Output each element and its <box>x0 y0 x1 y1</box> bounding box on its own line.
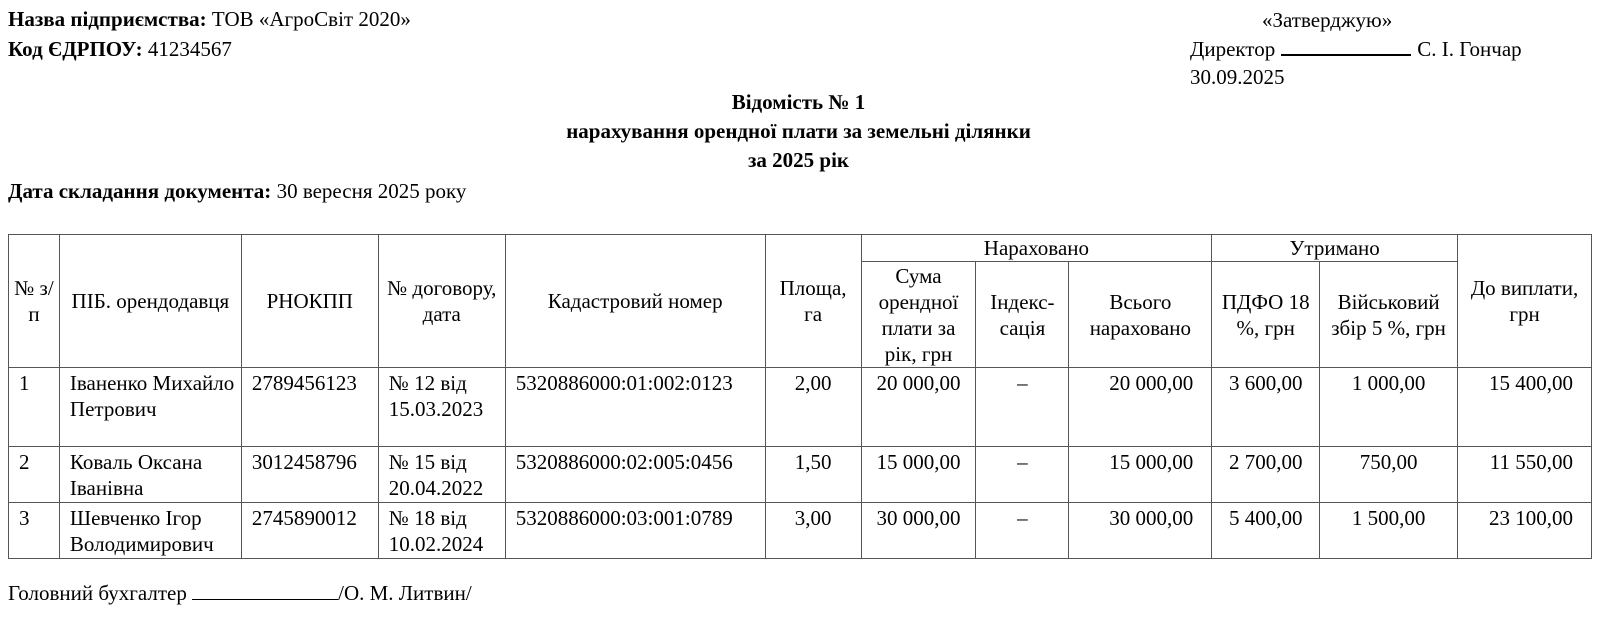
header-rnokpp: РНОКПП <box>241 235 378 368</box>
cell-area: 3,00 <box>765 503 861 559</box>
table-row <box>9 368 1592 447</box>
accountant-label: Головний бухгалтер <box>8 581 187 605</box>
cell-indexation: – <box>976 447 1069 503</box>
header-withheld-group: Утримано <box>1212 235 1458 262</box>
accountant-signature <box>8 578 472 608</box>
director-line <box>1190 34 1522 63</box>
cell-total-accrued: 20 000,00 <box>1069 368 1212 447</box>
cell-rent-sum: 15 000,00 <box>861 447 976 503</box>
cell-cadastral: 5320886000:02:005:0456 <box>505 447 765 503</box>
cell-contract: № 15 від 20.04.2022 <box>378 447 505 503</box>
cell-num: 1 <box>9 368 60 447</box>
header-military: Військовий збір 5 %, грн <box>1320 262 1458 368</box>
doc-date-label: Дата складання документа: <box>8 179 272 203</box>
cell-military: 1 000,00 <box>1320 368 1458 447</box>
cell-indexation: – <box>976 503 1069 559</box>
cell-area: 2,00 <box>765 368 861 447</box>
header-contract: № договору, дата <box>378 235 505 368</box>
table-row <box>9 503 1592 559</box>
table-row <box>9 447 1592 503</box>
cell-to-pay: 11 550,00 <box>1458 447 1592 503</box>
cell-pdfo: 5 400,00 <box>1212 503 1320 559</box>
title-line-3: за 2025 рік <box>747 148 850 172</box>
cell-rnokpp: 2789456123 <box>241 368 378 447</box>
approval-block <box>1190 6 1522 91</box>
cell-contract: № 18 від 10.02.2024 <box>378 503 505 559</box>
cell-rnokpp: 2745890012 <box>241 503 378 559</box>
cell-total-accrued: 15 000,00 <box>1069 447 1212 503</box>
cell-military: 1 500,00 <box>1320 503 1458 559</box>
header-accrued-group: Нараховано <box>861 235 1212 262</box>
cell-indexation: – <box>976 368 1069 447</box>
cell-pdfo: 2 700,00 <box>1212 447 1320 503</box>
cell-pdfo: 3 600,00 <box>1212 368 1320 447</box>
document-date <box>8 176 466 206</box>
director-label: Директор <box>1190 37 1276 61</box>
code-label: Код ЄДРПОУ: <box>8 37 143 61</box>
header-rent-sum: Сума орендної плати за рік, грн <box>861 262 976 368</box>
accountant-name: /О. М. Литвин/ <box>338 581 472 605</box>
cell-num: 2 <box>9 447 60 503</box>
code-value: 41234567 <box>147 37 232 61</box>
cell-num: 3 <box>9 503 60 559</box>
cell-rent-sum: 30 000,00 <box>861 503 976 559</box>
title-line-2: нарахування орендної плати за земельні ділянки <box>566 119 1031 143</box>
cell-name: Іваненко Михайло Петрович <box>59 368 241 447</box>
cell-rent-sum: 20 000,00 <box>861 368 976 447</box>
company-label: Назва підприємства: <box>8 7 207 31</box>
company-info <box>8 4 411 64</box>
header-pdfo: ПДФО 18 %, грн <box>1212 262 1320 368</box>
accountant-signature-line <box>192 579 338 600</box>
company-value: ТОВ «АгроСвіт 2020» <box>211 7 411 31</box>
cell-area: 1,50 <box>765 447 861 503</box>
director-name: С. І. Гончар <box>1417 37 1522 61</box>
approval-stamp: «Затверджую» <box>1262 8 1393 32</box>
cell-rnokpp: 3012458796 <box>241 447 378 503</box>
approval-date: 30.09.2025 <box>1190 65 1285 89</box>
cell-to-pay: 15 400,00 <box>1458 368 1592 447</box>
cell-cadastral: 5320886000:01:002:0123 <box>505 368 765 447</box>
cell-to-pay: 23 100,00 <box>1458 503 1592 559</box>
header-num: № з/п <box>9 235 60 368</box>
company-code-line <box>8 34 411 64</box>
document-title <box>0 88 1597 175</box>
director-signature-line <box>1281 34 1411 56</box>
rent-statement-table <box>8 234 1592 559</box>
company-name-line <box>8 4 411 34</box>
title-line-1: Відомість № 1 <box>731 90 866 114</box>
cell-name: Шевченко Ігор Володимирович <box>59 503 241 559</box>
cell-name: Коваль Оксана Іванівна <box>59 447 241 503</box>
header-name: ПІБ. орендодавця <box>59 235 241 368</box>
cell-contract: № 12 від 15.03.2023 <box>378 368 505 447</box>
header-indexation: Індекс- сація <box>976 262 1069 368</box>
header-area: Площа, га <box>765 235 861 368</box>
header-cadastral: Кадастровий номер <box>505 235 765 368</box>
cell-cadastral: 5320886000:03:001:0789 <box>505 503 765 559</box>
header-to-pay: До виплати, грн <box>1458 235 1592 368</box>
cell-total-accrued: 30 000,00 <box>1069 503 1212 559</box>
header-total-accrued: Всього нараховано <box>1069 262 1212 368</box>
doc-date-value: 30 вересня 2025 року <box>276 179 467 203</box>
cell-military: 750,00 <box>1320 447 1458 503</box>
